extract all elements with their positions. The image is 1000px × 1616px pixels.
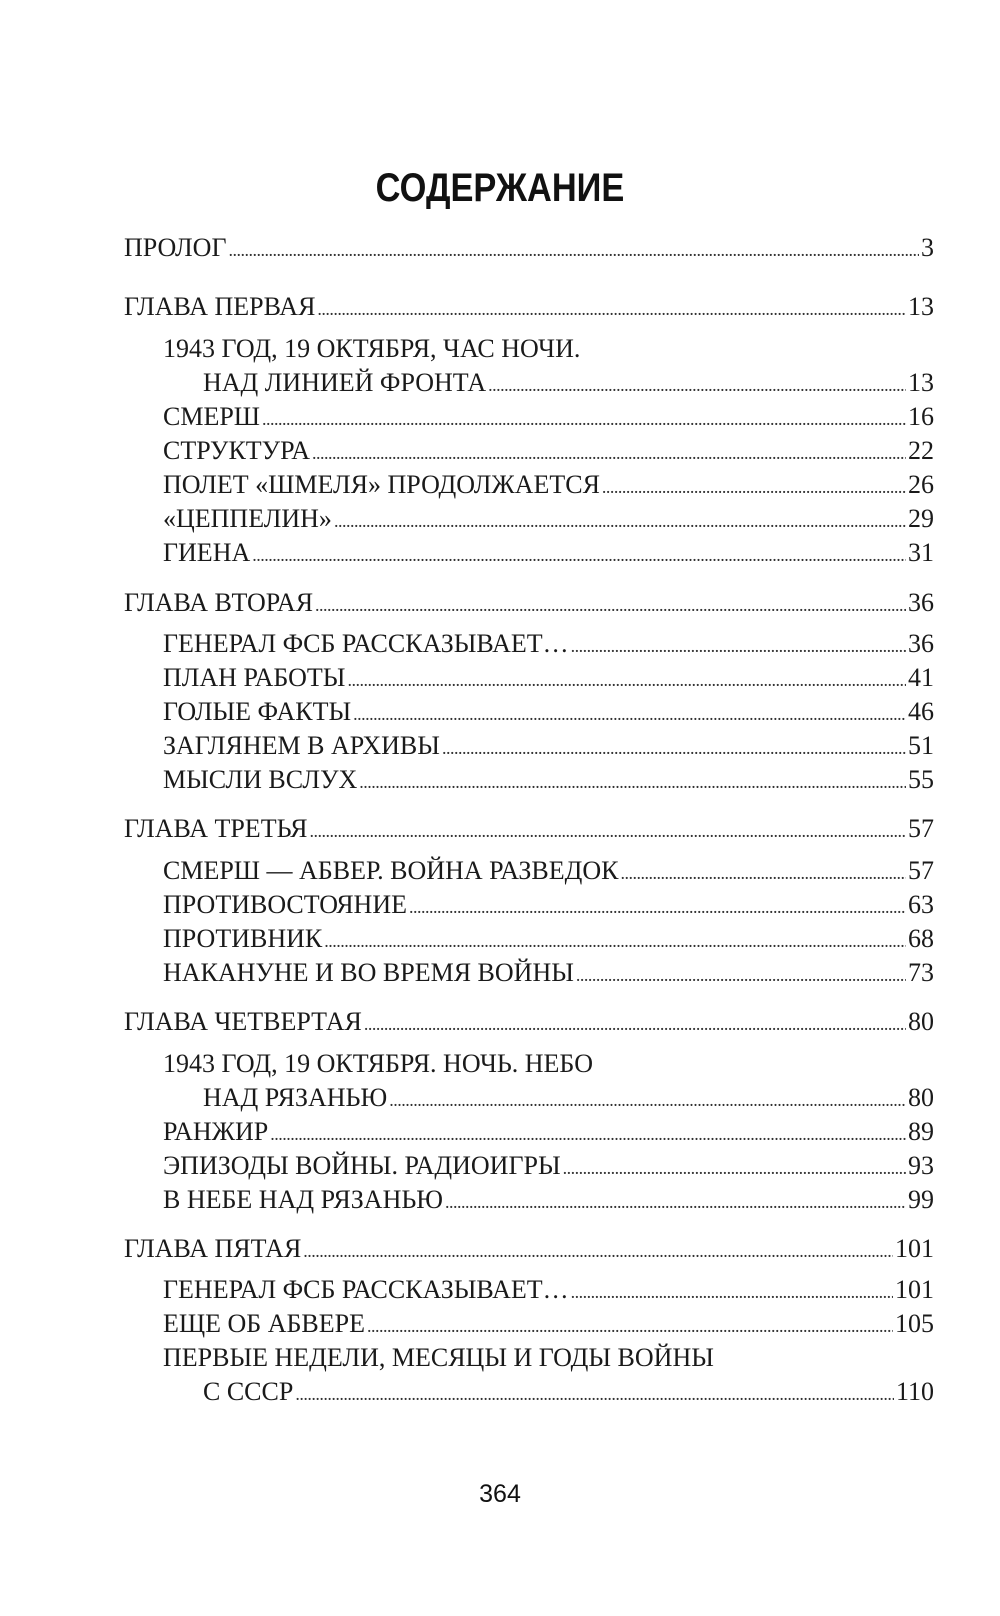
toc-entry-page: 3 — [921, 233, 934, 262]
toc-section-label: ЭПИЗОДЫ ВОЙНЫ. РАДИОИГРЫ — [163, 1151, 561, 1180]
dot-leader — [228, 234, 919, 266]
toc-section-label: СТРУКТУРА — [163, 436, 310, 465]
toc-section — [203, 1082, 934, 1116]
dot-leader — [359, 766, 906, 798]
toc-section-page: 41 — [908, 663, 934, 692]
toc-section-label: ГЕНЕРАЛ ФСБ РАССКАЗЫВАЕТ… — [163, 1275, 569, 1304]
toc-section — [203, 367, 934, 401]
toc-section-label: РАНЖИР — [163, 1117, 269, 1146]
toc-chapter-5 — [124, 1233, 934, 1267]
toc-chapter-page: 36 — [908, 588, 934, 617]
toc-section — [163, 764, 934, 798]
toc-chapter-2 — [124, 587, 934, 621]
toc-section — [163, 401, 934, 435]
toc-section-page: 26 — [908, 470, 934, 499]
toc-chapter-page: 13 — [908, 292, 934, 321]
toc-section — [163, 503, 934, 537]
toc-section — [163, 435, 934, 469]
toc-section — [163, 855, 934, 889]
toc-chapter-label: ГЛАВА ЧЕТВЕРТАЯ — [124, 1007, 362, 1036]
toc-section-page: 99 — [908, 1185, 934, 1214]
toc-section-label: НАД РЯЗАНЬЮ — [203, 1083, 388, 1112]
toc-section-label: ГЕНЕРАЛ ФСБ РАССКАЗЫВАЕТ… — [163, 629, 569, 658]
page-title: СОДЕРЖАНИЕ — [375, 166, 625, 210]
toc-section-page: 63 — [908, 890, 934, 919]
toc-section-label: СМЕРШ — АБВЕР. ВОЙНА РАЗВЕДОК — [163, 856, 619, 885]
toc-section-page: 101 — [895, 1275, 934, 1304]
dot-leader — [312, 437, 906, 469]
toc-section-page: 13 — [908, 368, 934, 397]
toc-section-label: С СССР — [203, 1377, 294, 1406]
dot-leader — [324, 925, 906, 957]
dot-leader — [295, 1378, 894, 1410]
dot-leader — [334, 505, 906, 537]
toc-section-label: ЕЩЕ ОБ АБВЕРЕ — [163, 1309, 365, 1338]
toc-chapter-label: ГЛАВА ВТОРАЯ — [124, 588, 314, 617]
toc-chapter-1 — [124, 291, 934, 325]
toc-section — [163, 730, 934, 764]
toc-section — [163, 537, 934, 571]
dot-leader — [571, 1276, 893, 1308]
toc-section — [163, 889, 934, 923]
toc-section-label: ГОЛЫЕ ФАКТЫ — [163, 697, 352, 726]
toc-entry-label: ПРОЛОГ — [124, 233, 227, 262]
toc-chapter-label: ГЛАВА ПЯТАЯ — [124, 1234, 302, 1263]
dot-leader — [620, 857, 906, 889]
toc-chapter-page: 101 — [895, 1234, 934, 1263]
toc-section-page: 46 — [908, 697, 934, 726]
dot-leader — [563, 1152, 906, 1184]
dot-leader — [445, 1186, 906, 1218]
toc-section-label: ПРОТИВОСТОЯНИЕ — [163, 890, 407, 919]
dot-leader — [576, 959, 906, 991]
toc-section — [163, 696, 934, 730]
toc-section — [163, 1150, 934, 1184]
toc-section-label: НАД ЛИНИЕЙ ФРОНТА — [203, 368, 487, 397]
toc-section — [163, 469, 934, 503]
dot-leader — [315, 589, 906, 621]
toc-section-page: 89 — [908, 1117, 934, 1146]
dot-leader — [347, 664, 906, 696]
toc-section-page: 80 — [908, 1083, 934, 1112]
dot-leader — [270, 1118, 906, 1150]
toc-section — [163, 957, 934, 991]
toc-section-label: ГИЕНА — [163, 538, 251, 567]
dot-leader — [442, 732, 906, 764]
toc-section-page: 29 — [908, 504, 934, 533]
dot-leader — [252, 539, 906, 571]
toc-section-label: СМЕРШ — [163, 402, 261, 431]
dot-leader — [367, 1310, 893, 1342]
toc-section-page: 105 — [895, 1309, 934, 1338]
toc-entry-prologue — [124, 232, 934, 266]
toc-chapter-label: ГЛАВА ПЕРВАЯ — [124, 292, 316, 321]
dot-leader — [571, 630, 906, 662]
toc-section — [163, 1308, 934, 1342]
dot-leader — [488, 369, 906, 401]
toc-section-first-line: 1943 ГОД, 19 ОКТЯБРЯ, ЧАС НОЧИ. — [163, 334, 581, 363]
toc-section-label: ПЛАН РАБОТЫ — [163, 663, 346, 692]
toc-section-page: 36 — [908, 629, 934, 658]
toc-section — [163, 662, 934, 696]
toc-section-first-line: 1943 ГОД, 19 ОКТЯБРЯ. НОЧЬ. НЕБО — [163, 1049, 593, 1078]
dot-leader — [409, 891, 906, 923]
toc-chapter-3 — [124, 813, 934, 847]
toc-section — [203, 1376, 934, 1410]
page-number: 364 — [479, 1480, 521, 1508]
toc-section-page: 73 — [908, 958, 934, 987]
toc-section-page: 93 — [908, 1151, 934, 1180]
dot-leader — [389, 1084, 906, 1116]
toc-section-page: 22 — [908, 436, 934, 465]
toc-section — [163, 1274, 934, 1308]
dot-leader — [309, 815, 906, 847]
dot-leader — [317, 293, 906, 325]
toc-chapter-page: 80 — [908, 1007, 934, 1036]
dot-leader — [303, 1235, 893, 1267]
dot-leader — [262, 403, 906, 435]
toc-section-page: 57 — [908, 856, 934, 885]
toc-section-page: 55 — [908, 765, 934, 794]
toc-section-page: 51 — [908, 731, 934, 760]
dot-leader — [602, 471, 906, 503]
toc-section-label: «ЦЕППЕЛИН» — [163, 504, 332, 533]
toc-section-label: НАКАНУНЕ И ВО ВРЕМЯ ВОЙНЫ — [163, 958, 574, 987]
toc-section-page: 16 — [908, 402, 934, 431]
toc-section-label: ПРОТИВНИК — [163, 924, 323, 953]
toc-section — [163, 1116, 934, 1150]
toc-section-page: 31 — [908, 538, 934, 567]
toc-section — [163, 628, 934, 662]
toc-chapter-label: ГЛАВА ТРЕТЬЯ — [124, 814, 308, 843]
toc-chapter-page: 57 — [908, 814, 934, 843]
toc-section-first-line: ПЕРВЫЕ НЕДЕЛИ, МЕСЯЦЫ И ГОДЫ ВОЙНЫ — [163, 1343, 714, 1372]
toc-section-label: В НЕБЕ НАД РЯЗАНЬЮ — [163, 1185, 443, 1214]
toc-section-page: 68 — [908, 924, 934, 953]
toc-section — [163, 1184, 934, 1218]
toc-section-label: МЫСЛИ ВСЛУХ — [163, 765, 358, 794]
toc-section-page: 110 — [895, 1377, 934, 1406]
dot-leader — [364, 1008, 906, 1040]
toc-section — [163, 923, 934, 957]
toc-section-label: ПОЛЕТ «ШМЕЛЯ» ПРОДОЛЖАЕТСЯ — [163, 470, 600, 499]
toc-chapter-4 — [124, 1006, 934, 1040]
toc-section-label: ЗАГЛЯНЕМ В АРХИВЫ — [163, 731, 440, 760]
dot-leader — [353, 698, 906, 730]
